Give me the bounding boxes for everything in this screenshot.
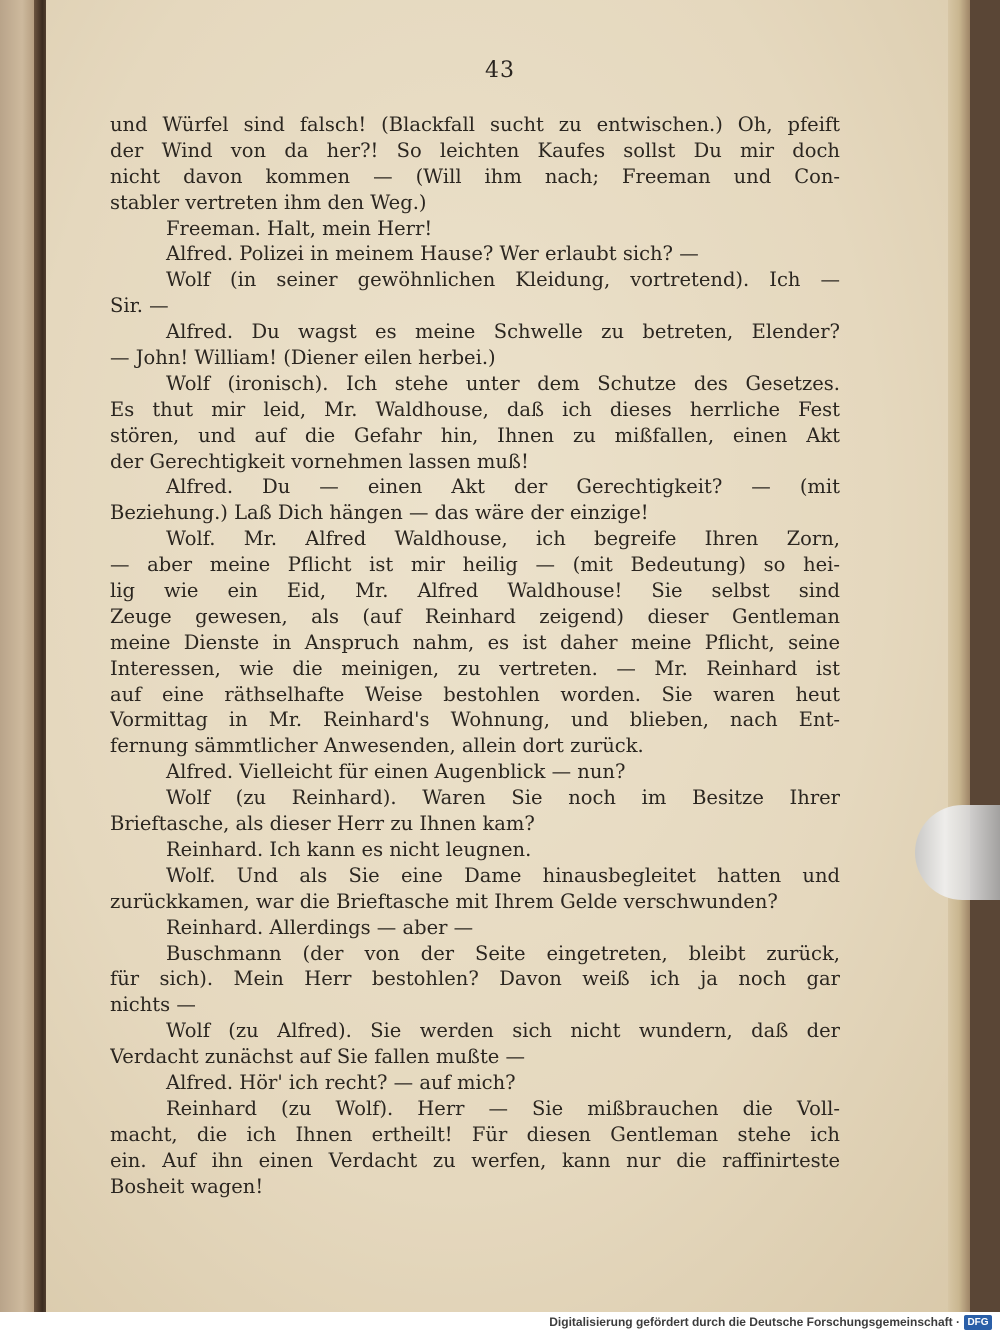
text-line: nichts — — [110, 993, 196, 1017]
text-line: Wolf (in seiner gewöhnlichen Kleidung, vortretend). Ich — — [166, 268, 840, 292]
text-line: der Wind von da her?! So leichten Kaufes sollst Du mir doch — [110, 138, 840, 162]
text-line: Bosheit wagen! — [110, 1174, 264, 1198]
text-line: lig wie ein Eid, Mr. Alfred Waldhouse! Sie selbst sind — [110, 579, 840, 603]
text-line: Beziehung.) Laß Dich hängen — das wäre der einzige! — [110, 501, 649, 525]
text-line: auf eine räthselhafte Weise bestohlen worden. Sie waren heut — [110, 682, 840, 706]
text-line: zurückkamen, war die Brieftasche mit Ihrem Gelde verschwunden? — [110, 889, 778, 913]
text-line: fernung sämmtlicher Anwesenden, allein dort zurück. — [110, 734, 644, 758]
text-line: — John! William! (Diener eilen herbei.) — [110, 346, 496, 370]
text-line: der Gerechtigkeit vornehmen lassen muß! — [110, 449, 529, 473]
text-line: Reinhard. Ich kann es nicht leugnen. — [166, 837, 532, 861]
text-line: stören, und auf die Gefahr hin, Ihnen zu mißfallen, einen Akt — [110, 423, 840, 447]
text-line: Alfred. Polizei in meinem Hause? Wer erlaubt sich? — — [166, 242, 699, 266]
page-number: 43 — [485, 58, 515, 83]
text-line: Vormittag in Mr. Reinhard's Wohnung, und blieben, nach Ent- — [110, 708, 840, 732]
text-line: Wolf (ironisch). Ich stehe unter dem Schutze des Gesetzes. — [166, 371, 840, 395]
text-line: Alfred. Vielleicht für einen Augenblick — nun? — [166, 760, 626, 784]
text-line: Brieftasche, als dieser Herr zu Ihnen kam? — [110, 812, 535, 836]
text-line: Alfred. Hör' ich recht? — auf mich? — [166, 1070, 516, 1094]
text-line: Wolf. Und als Sie eine Dame hinausbegleitet hatten und — [166, 863, 840, 887]
text-line: Buschmann (der von der Seite eingetreten, bleibt zurück, — [166, 941, 840, 965]
text-line: stabler vertreten ihm den Weg.) — [110, 190, 427, 214]
right-page-edge — [948, 0, 970, 1312]
text-line: nicht davon kommen — (Will ihm nach; Freeman und Con- — [110, 164, 840, 188]
text-line: Wolf. Mr. Alfred Waldhouse, ich begreife Ihren Zorn, — [166, 527, 840, 551]
page-clip — [915, 805, 1000, 900]
text-line: Alfred. Du — einen Akt der Gerechtigkeit? — (mit — [166, 475, 840, 499]
text-line: Sir. — — [110, 294, 169, 318]
text-line: Verdacht zunächst auf Sie fallen mußte — — [110, 1045, 526, 1069]
funding-notice: Digitalisierung gefördert durch die Deutsche Forschungsgemeinschaft · — [549, 1315, 960, 1329]
text-line: Wolf (zu Reinhard). Waren Sie noch im Besitze Ihrer — [166, 786, 840, 810]
text-line: Es thut mir leid, Mr. Waldhouse, daß ich dieses herrliche Fest — [110, 397, 840, 421]
text-line: Reinhard. Allerdings — aber — — [166, 915, 474, 939]
dfg-logo: DFG — [964, 1315, 992, 1330]
text-line: ein. Auf ihn einen Verdacht zu werfen, kann nur die raffinirteste — [110, 1148, 840, 1172]
text-line: Alfred. Du wagst es meine Schwelle zu betreten, Elender? — [166, 320, 840, 344]
text-line: Interessen, wie die meinigen, zu vertreten. — Mr. Reinhard ist — [110, 656, 840, 680]
footer — [0, 1312, 1000, 1335]
text-line: — aber meine Pflicht ist mir heilig — (mit Bedeutung) so hei- — [110, 553, 840, 577]
text-line: und Würfel sind falsch! (Blackfall sucht zu entwischen.) Oh, pfeift — [110, 113, 840, 136]
text-line: für sich). Mein Herr bestohlen? Davon weiß ich ja noch gar — [110, 967, 840, 991]
body-text — [110, 112, 840, 1199]
text-line: Freeman. Halt, mein Herr! — [166, 216, 433, 240]
text-line: Reinhard (zu Wolf). Herr — Sie mißbrauchen die Voll- — [166, 1096, 840, 1120]
text-line: meine Dienste in Anspruch nahm, es ist daher meine Pflicht, seine — [110, 630, 840, 654]
text-line: Zeuge gewesen, als (auf Reinhard zeigend) dieser Gentleman — [110, 604, 840, 628]
text-line: Wolf (zu Alfred). Sie werden sich nicht wundern, daß der — [166, 1019, 840, 1043]
text-line: macht, die ich Ihnen ertheilt! Für diesen Gentleman stehe ich — [110, 1122, 840, 1146]
